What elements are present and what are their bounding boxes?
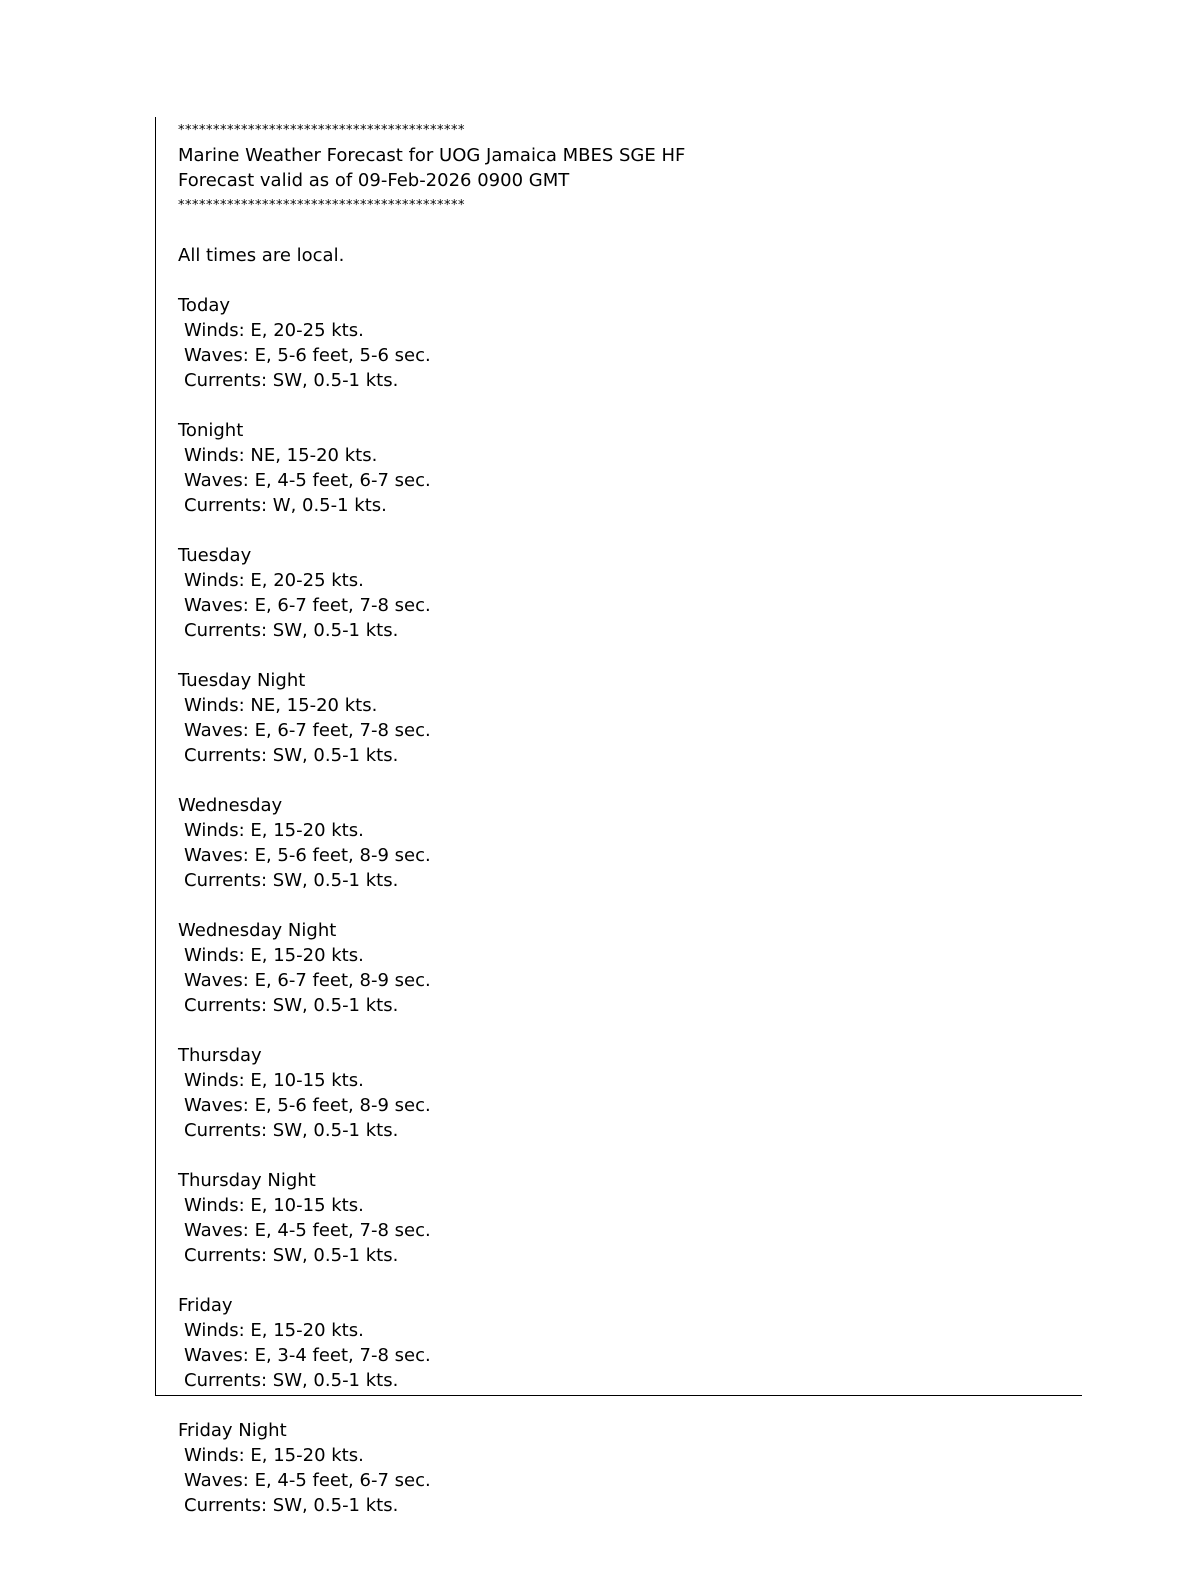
period-currents: Currents: SW, 0.5-1 kts. (184, 620, 399, 641)
period-waves: Waves: E, 6-7 feet, 7-8 sec. (184, 595, 431, 616)
forecast-period (178, 793, 1078, 893)
period-name: Today (178, 295, 231, 316)
header-stars-bottom: ***************************************** (178, 198, 465, 213)
period-winds: Winds: NE, 15-20 kts. (184, 695, 378, 716)
period-name: Tuesday Night (178, 670, 306, 691)
period-name: Friday Night (178, 1420, 287, 1441)
period-currents: Currents: SW, 0.5-1 kts. (184, 1495, 399, 1516)
period-name: Wednesday (178, 795, 283, 816)
period-waves: Waves: E, 6-7 feet, 8-9 sec. (184, 970, 431, 991)
period-winds: Winds: E, 20-25 kts. (184, 570, 364, 591)
forecast-period (178, 1168, 1078, 1268)
period-winds: Winds: E, 15-20 kts. (184, 1320, 364, 1341)
period-currents: Currents: SW, 0.5-1 kts. (184, 1245, 399, 1266)
forecast-period (178, 1043, 1078, 1143)
forecast-periods (178, 293, 1078, 1518)
period-waves: Waves: E, 3-4 feet, 7-8 sec. (184, 1345, 431, 1366)
period-name: Tuesday (178, 545, 252, 566)
period-currents: Currents: SW, 0.5-1 kts. (184, 1120, 399, 1141)
forecast-valid-time: Forecast valid as of 09-Feb-2026 0900 GMT (178, 170, 570, 191)
period-currents: Currents: SW, 0.5-1 kts. (184, 370, 399, 391)
forecast-period (178, 918, 1078, 1018)
forecast-period (178, 543, 1078, 643)
period-waves: Waves: E, 5-6 feet, 8-9 sec. (184, 1095, 431, 1116)
period-winds: Winds: NE, 15-20 kts. (184, 445, 378, 466)
period-winds: Winds: E, 10-15 kts. (184, 1195, 364, 1216)
period-name: Wednesday Night (178, 920, 337, 941)
period-waves: Waves: E, 4-5 feet, 6-7 sec. (184, 470, 431, 491)
period-winds: Winds: E, 20-25 kts. (184, 320, 364, 341)
period-waves: Waves: E, 4-5 feet, 6-7 sec. (184, 1470, 431, 1491)
period-waves: Waves: E, 5-6 feet, 8-9 sec. (184, 845, 431, 866)
period-name: Friday (178, 1295, 233, 1316)
left-border-rule (155, 117, 156, 1396)
period-winds: Winds: E, 10-15 kts. (184, 1070, 364, 1091)
spacer (178, 218, 1078, 243)
period-currents: Currents: SW, 0.5-1 kts. (184, 745, 399, 766)
spacer (178, 268, 1078, 293)
period-currents: Currents: SW, 0.5-1 kts. (184, 995, 399, 1016)
forecast-document (178, 118, 1078, 1543)
period-waves: Waves: E, 6-7 feet, 7-8 sec. (184, 720, 431, 741)
period-name: Tonight (178, 420, 244, 441)
forecast-period (178, 1418, 1078, 1518)
period-winds: Winds: E, 15-20 kts. (184, 1445, 364, 1466)
period-currents: Currents: W, 0.5-1 kts. (184, 495, 387, 516)
period-winds: Winds: E, 15-20 kts. (184, 820, 364, 841)
forecast-period (178, 293, 1078, 393)
period-currents: Currents: SW, 0.5-1 kts. (184, 1370, 399, 1391)
forecast-period (178, 668, 1078, 768)
period-waves: Waves: E, 5-6 feet, 5-6 sec. (184, 345, 431, 366)
time-note: All times are local. (178, 245, 345, 266)
forecast-title: Marine Weather Forecast for UOG Jamaica MBES SGE HF (178, 145, 686, 166)
period-name: Thursday (178, 1045, 262, 1066)
period-winds: Winds: E, 15-20 kts. (184, 945, 364, 966)
header-stars-top: ***************************************** (178, 123, 465, 138)
period-waves: Waves: E, 4-5 feet, 7-8 sec. (184, 1220, 431, 1241)
forecast-period (178, 418, 1078, 518)
period-currents: Currents: SW, 0.5-1 kts. (184, 870, 399, 891)
forecast-period (178, 1293, 1078, 1393)
period-name: Thursday Night (178, 1170, 316, 1191)
